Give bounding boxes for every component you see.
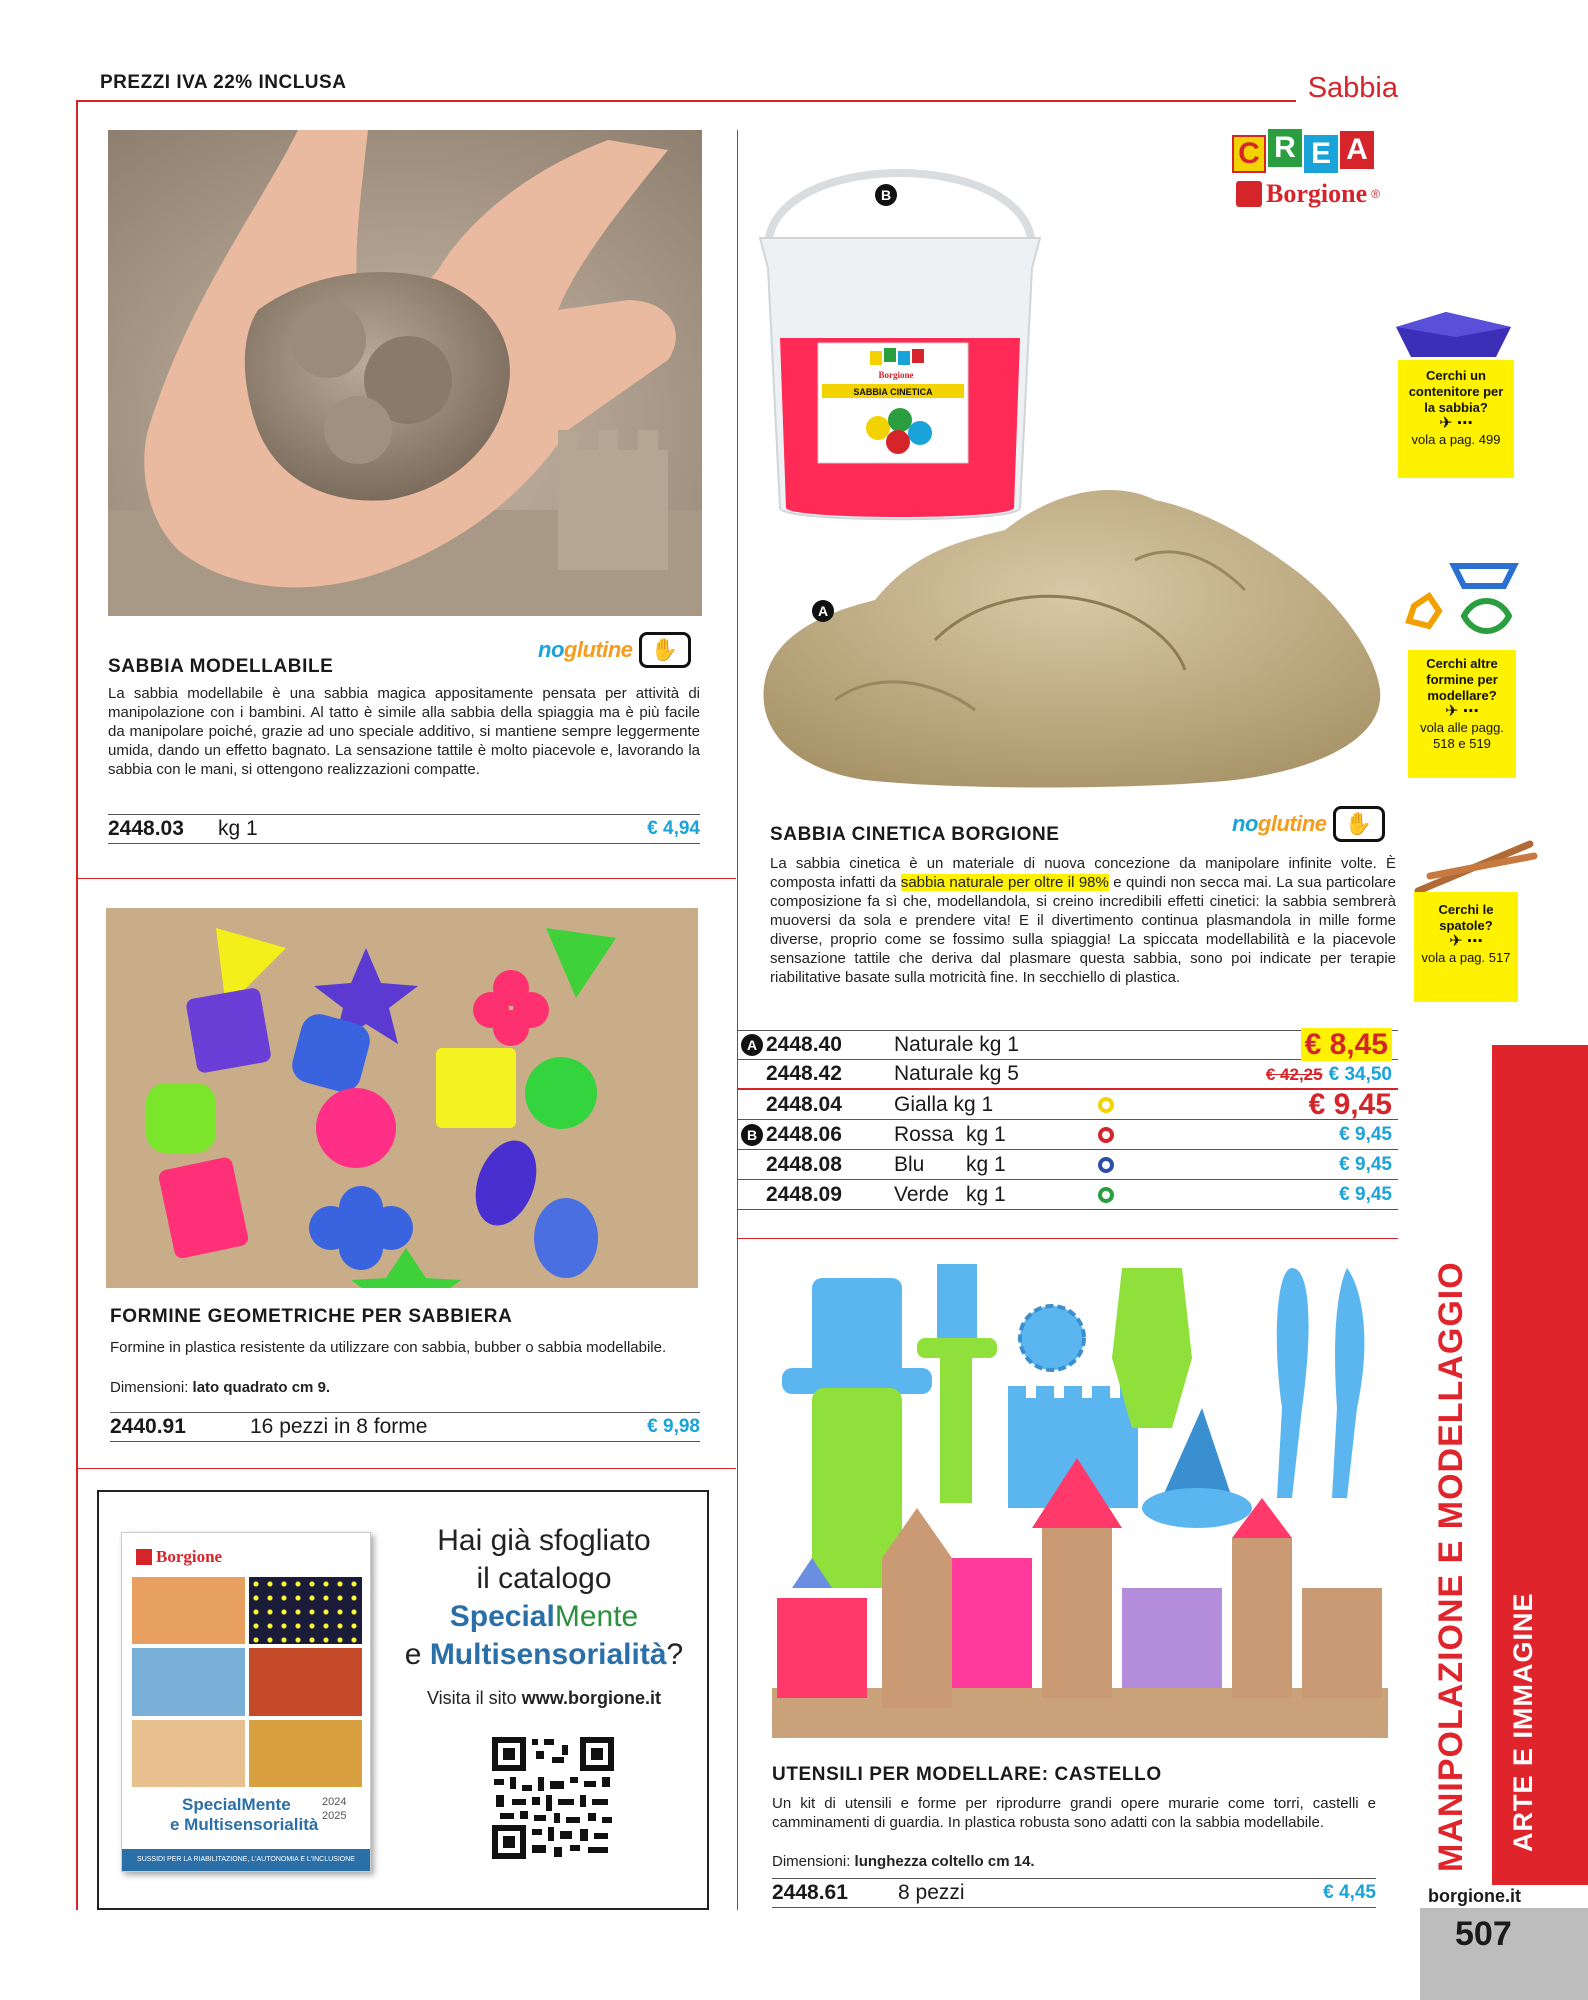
kinetic-sand-description: La sabbia cinetica è un materiale di nuova concezione da manipolare infinite volte. È composta infatti da sabbia naturale per oltre il 98% e quindi non secca mai. La sua particolare composizione fa sì che, modellandola, si creino incredibili effetti cinetici: la sabbia sembrerà muoversi da sola e prendere vita! E il divertimento continua plasmandola in mille forme diverse, proprio come se fossimo sulla spiaggia! La spiccata modellabilità e la piacevole sensazione tattile che deriva dal plasmare questa sabbia, sono poi indicate per terapie riabilitative basate sulla motricità fine. In secchiello di plastica.	[770, 855, 1396, 986]
section-sub-vertical: ARTE E IMMAGINE	[1508, 1592, 1538, 1852]
separator	[78, 878, 736, 879]
borgione-name: Borgione	[1266, 179, 1368, 208]
modelling-sand-price-row	[108, 814, 700, 844]
container-tray-icon	[1386, 312, 1516, 362]
note-molds-link[interactable]: vola alle pagg. 518 e 519	[1420, 720, 1504, 751]
tactile-hand-icon: ✋	[1333, 806, 1385, 842]
crea-letter-e: E	[1304, 135, 1338, 173]
molds-title: FORMINE GEOMETRICHE PER SABBIERA	[110, 1306, 513, 1327]
marker-b: B	[741, 1124, 763, 1146]
product-price: € 4,94	[647, 818, 700, 839]
catalog-ad[interactable]	[97, 1490, 709, 1910]
molds-dimensions	[110, 1378, 700, 1397]
kinetic-sand-pile-photo	[755, 480, 1385, 790]
crea-letter-r: R	[1268, 129, 1302, 167]
section-title: Sabbia	[1307, 72, 1398, 104]
bucket-brand: Borgione	[878, 370, 914, 380]
modelling-sand-photo	[108, 130, 702, 616]
castle-tools-price-row	[772, 1878, 1376, 1908]
note-container[interactable]	[1398, 360, 1514, 478]
kinetic-row: 2448.08 Blu kg 1 € 9,45	[738, 1150, 1398, 1180]
product-code: 2448.03	[108, 817, 184, 840]
geometric-molds-photo	[106, 908, 698, 1288]
note-container-text: Cerchi un contenitore per la sabbia?	[1408, 368, 1504, 415]
note-molds[interactable]	[1408, 650, 1516, 778]
kinetic-row: B 2448.06 Rossa kg 1 € 9,45	[738, 1120, 1398, 1150]
no-gluten-text: noglutine	[538, 637, 633, 662]
separator	[738, 1238, 1398, 1239]
kinetic-row: A 2448.40 Naturale kg 1 € 8,45	[738, 1030, 1398, 1060]
green-dot-icon	[1098, 1187, 1114, 1203]
section-main-vertical: MANIPOLAZIONE E MODELLAGGIO	[1432, 1261, 1470, 1872]
vat-note: PREZZI IVA 22% INCLUSA	[100, 72, 347, 93]
red-dot-icon	[1098, 1127, 1114, 1143]
left-rule	[76, 100, 78, 1910]
product-code: 2448.61	[772, 1881, 848, 1904]
bucket-label: SABBIA CINETICA	[853, 387, 933, 397]
marker-b-bucket: B	[875, 184, 897, 206]
modelling-sand-description: La sabbia modellabile è una sabbia magica appositamente pensata per attività di manipolazione con i bambini. Al tatto è simile alla sabbia della spiaggia ma è più facile da manipolare poiché, grazie ad uno speciale additivo, si mantiene sempre leggermente umida, dando un effetto bagnato. La sensazione tattile è molto piacevole e, lavorando la sabbia con le mani, si ottengono realizzazioni compatte.	[108, 685, 700, 778]
header-rule	[76, 100, 1296, 102]
molds-description: Formine in plastica resistente da utilizzare con sabbia, bubber o sabbia modellabile.	[110, 1339, 667, 1356]
cover-subtitle: SUSSIDI PER LA RIABILITAZIONE, L'AUTONOMIA E L'INCLUSIONE	[122, 1849, 370, 1871]
section-tab	[1492, 1045, 1588, 1885]
page-number: 507	[1455, 1915, 1512, 1953]
product-code: 2440.91	[110, 1415, 186, 1438]
modelling-sand-title: SABBIA MODELLABILE	[108, 656, 334, 677]
crea-letter-c: C	[1232, 135, 1266, 173]
molds-dim-value: lato quadrato cm 9.	[192, 1379, 331, 1396]
ad-line-2: il catalogo	[476, 1562, 612, 1595]
ad-visit: Visita il sito www.borgione.it	[426, 1688, 662, 1708]
blue-dot-icon	[1098, 1157, 1114, 1173]
center-rule	[737, 130, 738, 1910]
separator	[78, 1468, 736, 1469]
molds-dim-label: Dimensioni:	[110, 1379, 189, 1396]
ad-url[interactable]: www.borgione.it	[521, 1688, 662, 1708]
cover-brand-icon	[136, 1549, 152, 1565]
note-spatulas[interactable]	[1414, 892, 1518, 1002]
kinetic-row: 2448.09 Verde kg 1 € 9,45	[738, 1180, 1398, 1210]
kinetic-sand-bucket-photo	[750, 128, 1050, 528]
note-molds-text: Cerchi altre formine per modellare?	[1426, 656, 1498, 703]
qr-code-icon	[492, 1737, 614, 1859]
ad-line-1: Hai già sfogliato	[437, 1524, 651, 1557]
castle-tools-dimensions	[772, 1852, 1376, 1871]
paper-plane-icon: ✈ ⋯	[1449, 933, 1483, 950]
ad-line-3: SpecialMente	[449, 1600, 639, 1633]
registered-mark: ®	[1371, 187, 1380, 201]
highlight-98-percent: sabbia naturale per oltre il 98%	[900, 874, 1109, 891]
product-quantity: 8 pezzi	[898, 1881, 965, 1904]
product-price: € 9,98	[647, 1416, 700, 1437]
product-quantity: 16 pezzi in 8 forme	[250, 1415, 428, 1438]
cover-photo-grid	[132, 1577, 362, 1787]
castle-tools-title: UTENSILI PER MODELLARE: CASTELLO	[772, 1764, 1162, 1785]
borgione-mark-icon	[1236, 181, 1262, 207]
paper-plane-icon: ✈ ⋯	[1445, 703, 1479, 720]
crea-borgione-logo	[1232, 131, 1392, 225]
molds-price-row	[110, 1412, 700, 1442]
old-price: € 42,25	[1265, 1065, 1323, 1084]
marker-a-pile: A	[812, 600, 834, 622]
catalog-cover	[121, 1532, 371, 1872]
note-spatulas-text: Cerchi le spatole?	[1438, 902, 1494, 933]
spatulas-icon	[1410, 836, 1538, 896]
qr-code[interactable]	[492, 1737, 614, 1859]
castle-dim-value: lunghezza coltello cm 14.	[854, 1853, 1035, 1870]
crea-letter-a: A	[1340, 131, 1374, 169]
castle-tools-photo	[772, 1258, 1388, 1738]
castle-tools-description: Un kit di utensili e forme per riprodurre grandi opere murarie come torri, castelli e camminamenti di guardia. In plastica robusta sono adatti con la sabbia modellabile.	[772, 1795, 1376, 1831]
note-container-link[interactable]: vola a pag. 499	[1411, 432, 1501, 447]
paper-plane-icon: ✈ ⋯	[1439, 415, 1473, 432]
kinetic-sand-title: SABBIA CINETICA BORGIONE	[770, 824, 1060, 845]
cover-title-b: e Multisensorialità	[170, 1815, 319, 1834]
site-url[interactable]: borgione.it	[1428, 1886, 1521, 1906]
price-boxed: € 8,45	[1301, 1028, 1392, 1061]
ad-question	[389, 1522, 699, 1674]
product-quantity: kg 1	[218, 817, 258, 840]
castle-dim-label: Dimensioni:	[772, 1853, 851, 1870]
no-gluten-badge	[538, 632, 691, 668]
ad-line-4: e Multisensorialità?	[404, 1638, 684, 1671]
cover-years: 2024 2025	[322, 1796, 347, 1822]
kinetic-row: 2448.04 Gialla kg 1 € 9,45	[738, 1090, 1398, 1120]
tactile-hand-icon: ✋	[639, 632, 691, 668]
no-gluten-badge-2	[1232, 806, 1385, 842]
product-price: € 4,45	[1323, 1882, 1376, 1903]
marker-a: A	[741, 1034, 763, 1056]
yellow-dot-icon	[1098, 1097, 1114, 1113]
kinetic-row: 2448.42 Naturale kg 5 € 42,25 € 34,50	[738, 1060, 1398, 1090]
kinetic-sand-price-table	[738, 1030, 1398, 1210]
cover-brand: Borgione	[156, 1547, 223, 1566]
note-spatulas-link[interactable]: vola a pag. 517	[1421, 950, 1511, 965]
no-gluten-text: noglutine	[1232, 811, 1327, 836]
cover-title-a: SpecialMente	[182, 1795, 291, 1814]
cookie-cutters-icon	[1394, 556, 1522, 646]
